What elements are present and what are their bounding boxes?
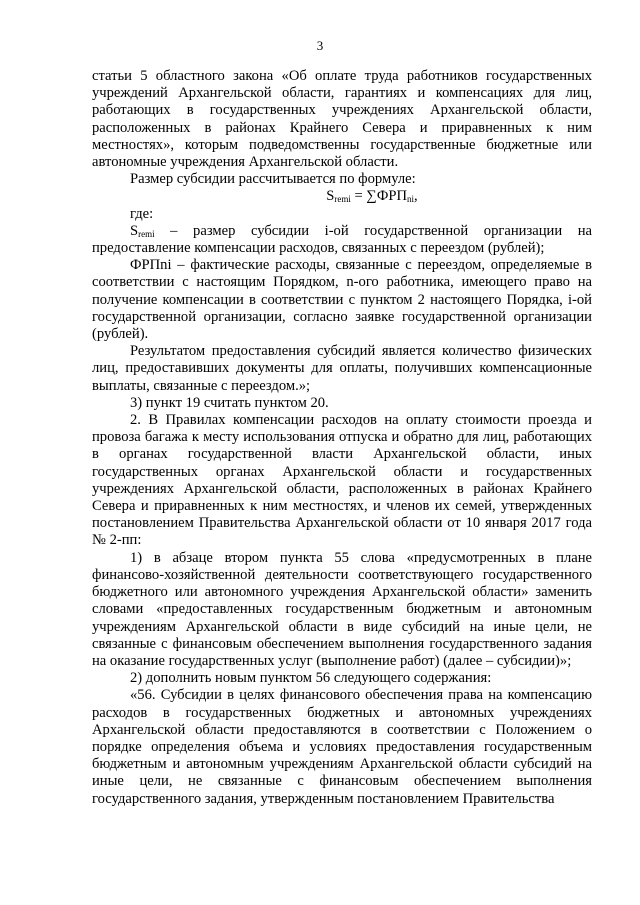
paragraph: Результатом предоставления субсидий является количество физических лиц, предоставивших документы для оплаты, получивших компенсационные выплаты, связанные с переездом.»; [92,343,592,394]
paragraph: ФРПni – фактические расходы, связанные с переездом, определяемые в соответствии с настоящим Порядком, n-ого работника, имеющего право на получение компенсации в соответствии с пунктом 2 настоящего Порядка, i-ой государственной организации, согласно заявке государственной организации (рублей). [92,257,592,343]
paragraph: 1) в абзаце втором пункта 55 слова «предусмотренных в плане финансово-хозяйственной деятельности соответствующего государственного бюджетного или автономного учреждения Архангельской области» заменить словами «предоставленных государственным бюджетным и автономным учреждениям Архангельской области в виде субсидий на иные цели, не связанные с финансовым обеспечением выполнения государственного задания на оказание государственных услуг (выполнение работ) (далее – субсидии)»; [92,549,592,669]
paragraph: Размер субсидии рассчитывается по формуле: [130,171,416,188]
formula-rhs-sub: ni [407,194,415,205]
paragraph: 2) дополнить новым пунктом 56 следующего содержания: [130,670,492,687]
formula-tail: , [414,188,418,205]
paragraph: статьи 5 областного закона «Об оплате труда работников государственных учреждений Архангельской области, гарантиях и компенсациях для лиц, работающих в государственных учреждениях Архангельской области, расположенных в районах Крайнего Севера и приравненных к ним местностях», которым подведомственны государственные бюджетные или автономные учреждения Архангельской области. [92,68,592,171]
paragraph: 3) пункт 19 считать пунктом 20. [130,394,329,411]
def-symbol: S [130,222,139,239]
paragraph: «56. Субсидии в целях финансового обеспечения права на компенсацию расходов в государственных бюджетных и автономных учреждениях Архангельской области предоставляются в соответствии с Положением о порядке определения объема и условиях предоставления государственным бюджетным и автономным учреждениям Архангельской области субсидий на иные цели, не связанные с финансовым обеспечением выполнения государственного задания, утвержденным постановлением Правительства [92,687,592,807]
where-label: где: [130,205,154,222]
definition-s [92,223,592,257]
def-symbol-sub: remi [138,228,155,239]
def-text: – размер субсидии i-ой государственной организации на предоставление компенсации расходов, связанных с переездом (рублей); [92,222,592,257]
formula-eq: = ∑ФРП [350,188,408,205]
formula [92,188,592,205]
paragraph: 2. В Правилах компенсации расходов на оплату стоимости проезда и провоза багажа к месту использования отпуска и обратно для лиц, работающих в органах государственной власти Архангельской области, иных государственных органах Архангельской области и государственных учреждениях Архангельской области, расположенных в районах Крайнего Севера и приравненных к ним местностях, и членов их семей, утвержденных постановлением Правительства Архангельской области от 10 января 2017 года № 2-пп: [92,412,592,549]
formula-lhs-sub: remi [334,194,351,205]
formula-lhs: S [326,188,335,205]
page-number: 3 [316,38,324,53]
document-body [92,68,592,808]
